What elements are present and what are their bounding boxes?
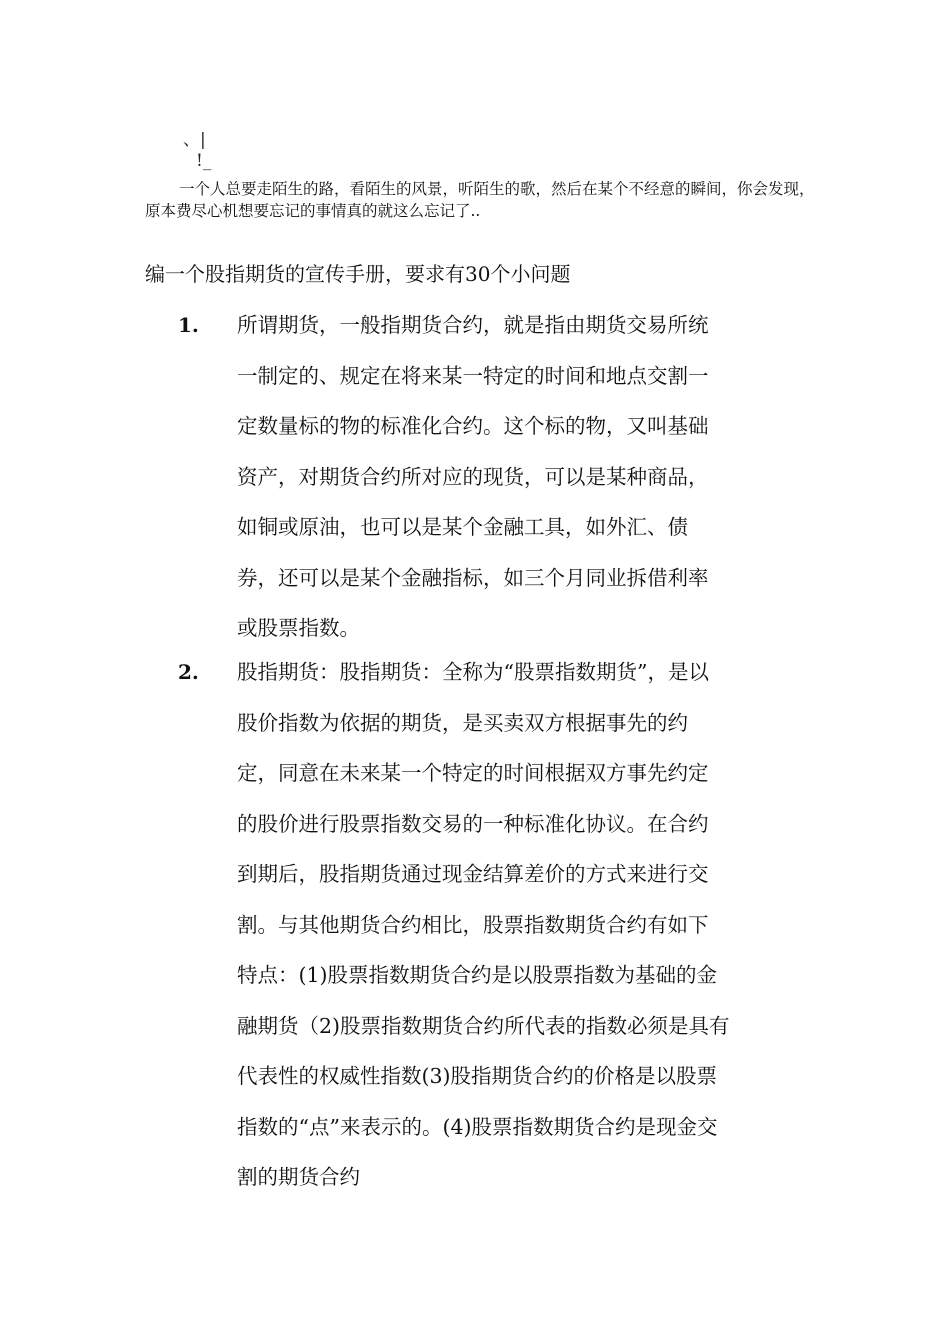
question-line: 股价指数为依据的期货，是买卖双方根据事先的约	[237, 710, 688, 735]
question-line: 或股票指数。	[237, 616, 360, 640]
question-line: 代表性的权威性指数(3)股指期货合约的价格是以股票	[237, 1064, 718, 1088]
question-line: 资产，对期货合约所对应的现货，可以是某种商品，	[237, 464, 709, 489]
question-line: 券，还可以是某个金融指标，如三个月同业拆借利率	[237, 565, 709, 590]
question-line: 定，同意在未来某一个特定的时间根据双方事先约定	[237, 761, 709, 785]
bottom-mark: !_	[196, 151, 212, 171]
question-line: 一制定的、规定在将来某一特定的时间和地点交割一	[237, 363, 709, 388]
question-number: 2.	[178, 660, 199, 684]
top-mark: 、|	[183, 130, 206, 150]
question-line: 特点：(1)股票指数期货合约是以股票指数为基础的金	[237, 963, 718, 987]
question-line: 融期货（2)股票指数期货合约所代表的指数必须是具有	[237, 1013, 730, 1038]
question-line: 指数的“点”来表示的。(4)股票指数期货合约是现金交	[237, 1114, 718, 1139]
question-line: 定数量标的物的标准化合约。这个标的物，又叫基础	[237, 414, 709, 438]
question-body	[237, 300, 817, 654]
page-title: 编一个股指期货的宣传手册，要求有30个小问题	[145, 262, 571, 286]
question-line: 如铜或原油，也可以是某个金融工具，如外汇、债	[237, 515, 688, 539]
question-body	[237, 647, 817, 1203]
intro-paragraph: 一个人总要走陌生的路，看陌生的风景，听陌生的歌，然后在某个不经意的瞬间，你会发现，原本费尽心机想要忘记的事情真的就这么忘记了..	[145, 180, 815, 220]
question-line: 到期后，股指期货通过现金结算差价的方式来进行交	[237, 862, 709, 886]
question-line: 的股价进行股票指数交易的一种标准化协议。在合约	[237, 811, 709, 836]
question-line: 股指期货：股指期货：全称为“股票指数期货”，是以	[237, 660, 709, 684]
question-line: 割。与其他期货合约相比，股票指数期货合约有如下	[237, 912, 709, 937]
question-number: 1.	[178, 313, 199, 337]
question-line: 所谓期货，一般指期货合约，就是指由期货交易所统	[237, 313, 709, 337]
question-line: 割的期货合约	[237, 1165, 360, 1189]
